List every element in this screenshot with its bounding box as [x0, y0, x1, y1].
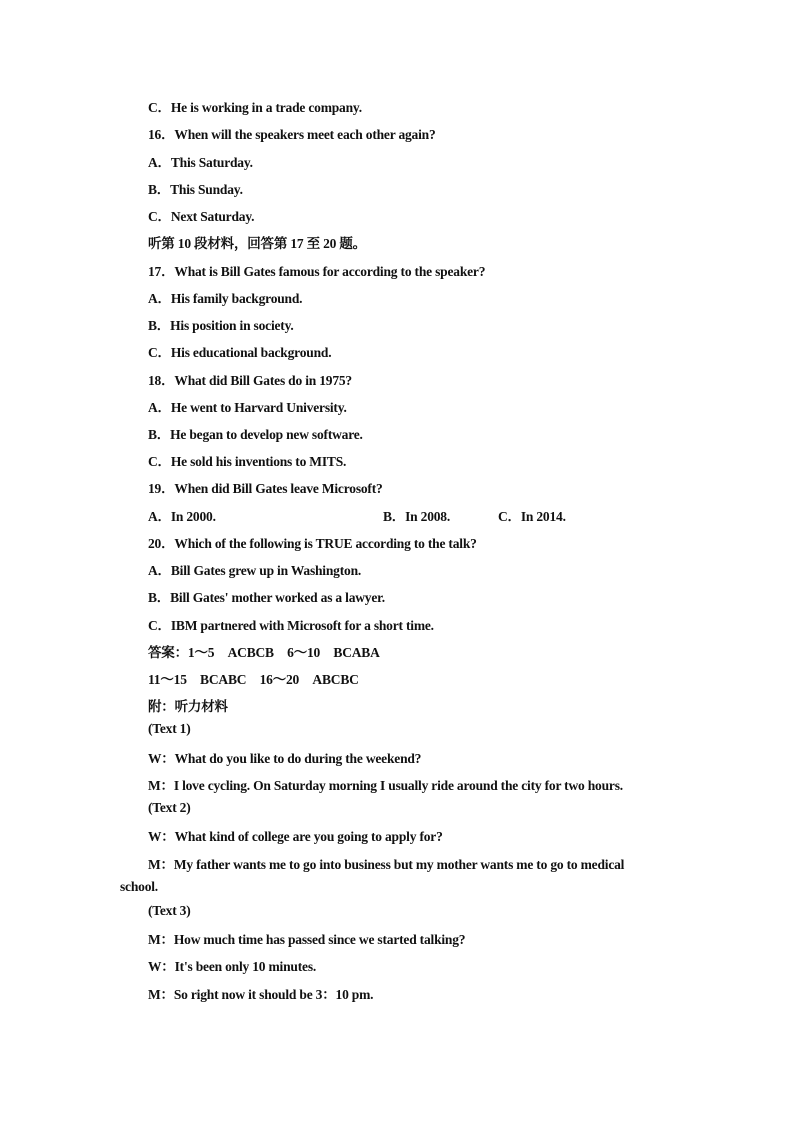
- q16-option-a: A．This Saturday.: [148, 155, 253, 170]
- q19-option-a: A．In 2000.: [148, 509, 216, 524]
- q20-option-b: B．Bill Gates' mother worked as a lawyer.: [148, 590, 385, 605]
- q17-option-b: B．His position in society.: [148, 318, 294, 333]
- text2-woman: W：What kind of college are you going to apply for?: [148, 829, 443, 844]
- q19-option-c: C．In 2014.: [498, 509, 566, 524]
- text2-man-line-2: school.: [120, 879, 158, 894]
- appendix-heading: 附：听力材料: [148, 699, 228, 714]
- answer-key-line-2: 11～15 BCABC 16～20 ABCBC: [148, 672, 359, 687]
- q20-stem: 20．Which of the following is TRUE according to the talk?: [148, 536, 477, 551]
- q18-option-b: B．He began to develop new software.: [148, 427, 363, 442]
- q15-option-c: C．He is working in a trade company.: [148, 100, 362, 115]
- answer-key-line-1: 答案：1～5 ACBCB 6～10 BCABA: [148, 645, 380, 660]
- q16-option-b: B．This Sunday.: [148, 182, 243, 197]
- q20-option-c: C．IBM partnered with Microsoft for a short time.: [148, 618, 434, 633]
- q17-option-c: C．His educational background.: [148, 345, 332, 360]
- text1-man: M：I love cycling. On Saturday morning I usually ride around the city for two hours.: [148, 778, 623, 793]
- text3-woman: W：It's been only 10 minutes.: [148, 959, 317, 974]
- q19-option-b: B．In 2008.: [383, 509, 451, 524]
- q17-stem: 17．What is Bill Gates famous for according to the speaker?: [148, 264, 486, 279]
- section-10-heading: 听第 10 段材料，回答第 17 至 20 题。: [148, 236, 366, 251]
- q18-option-c: C．He sold his inventions to MITS.: [148, 454, 347, 469]
- q19-stem: 19．When did Bill Gates leave Microsoft?: [148, 481, 383, 496]
- q20-option-a: A．Bill Gates grew up in Washington.: [148, 563, 362, 578]
- text1-woman: W：What do you like to do during the weekend?: [148, 751, 422, 766]
- text3-man-1: M：How much time has passed since we started talking?: [148, 932, 466, 947]
- text3-label: (Text 3): [148, 903, 191, 918]
- q17-option-a: A．His family background.: [148, 291, 303, 306]
- text2-label: (Text 2): [148, 800, 191, 815]
- text2-man-line-1: M：My father wants me to go into business but my mother wants me to go to medical: [148, 857, 625, 872]
- q16-stem: 16．When will the speakers meet each other again?: [148, 127, 436, 142]
- q18-stem: 18．What did Bill Gates do in 1975?: [148, 373, 352, 388]
- text3-man-2: M：So right now it should be 3：10 pm.: [148, 987, 374, 1002]
- q18-option-a: A．He went to Harvard University.: [148, 400, 347, 415]
- q16-option-c: C．Next Saturday.: [148, 209, 255, 224]
- text1-label: (Text 1): [148, 721, 191, 736]
